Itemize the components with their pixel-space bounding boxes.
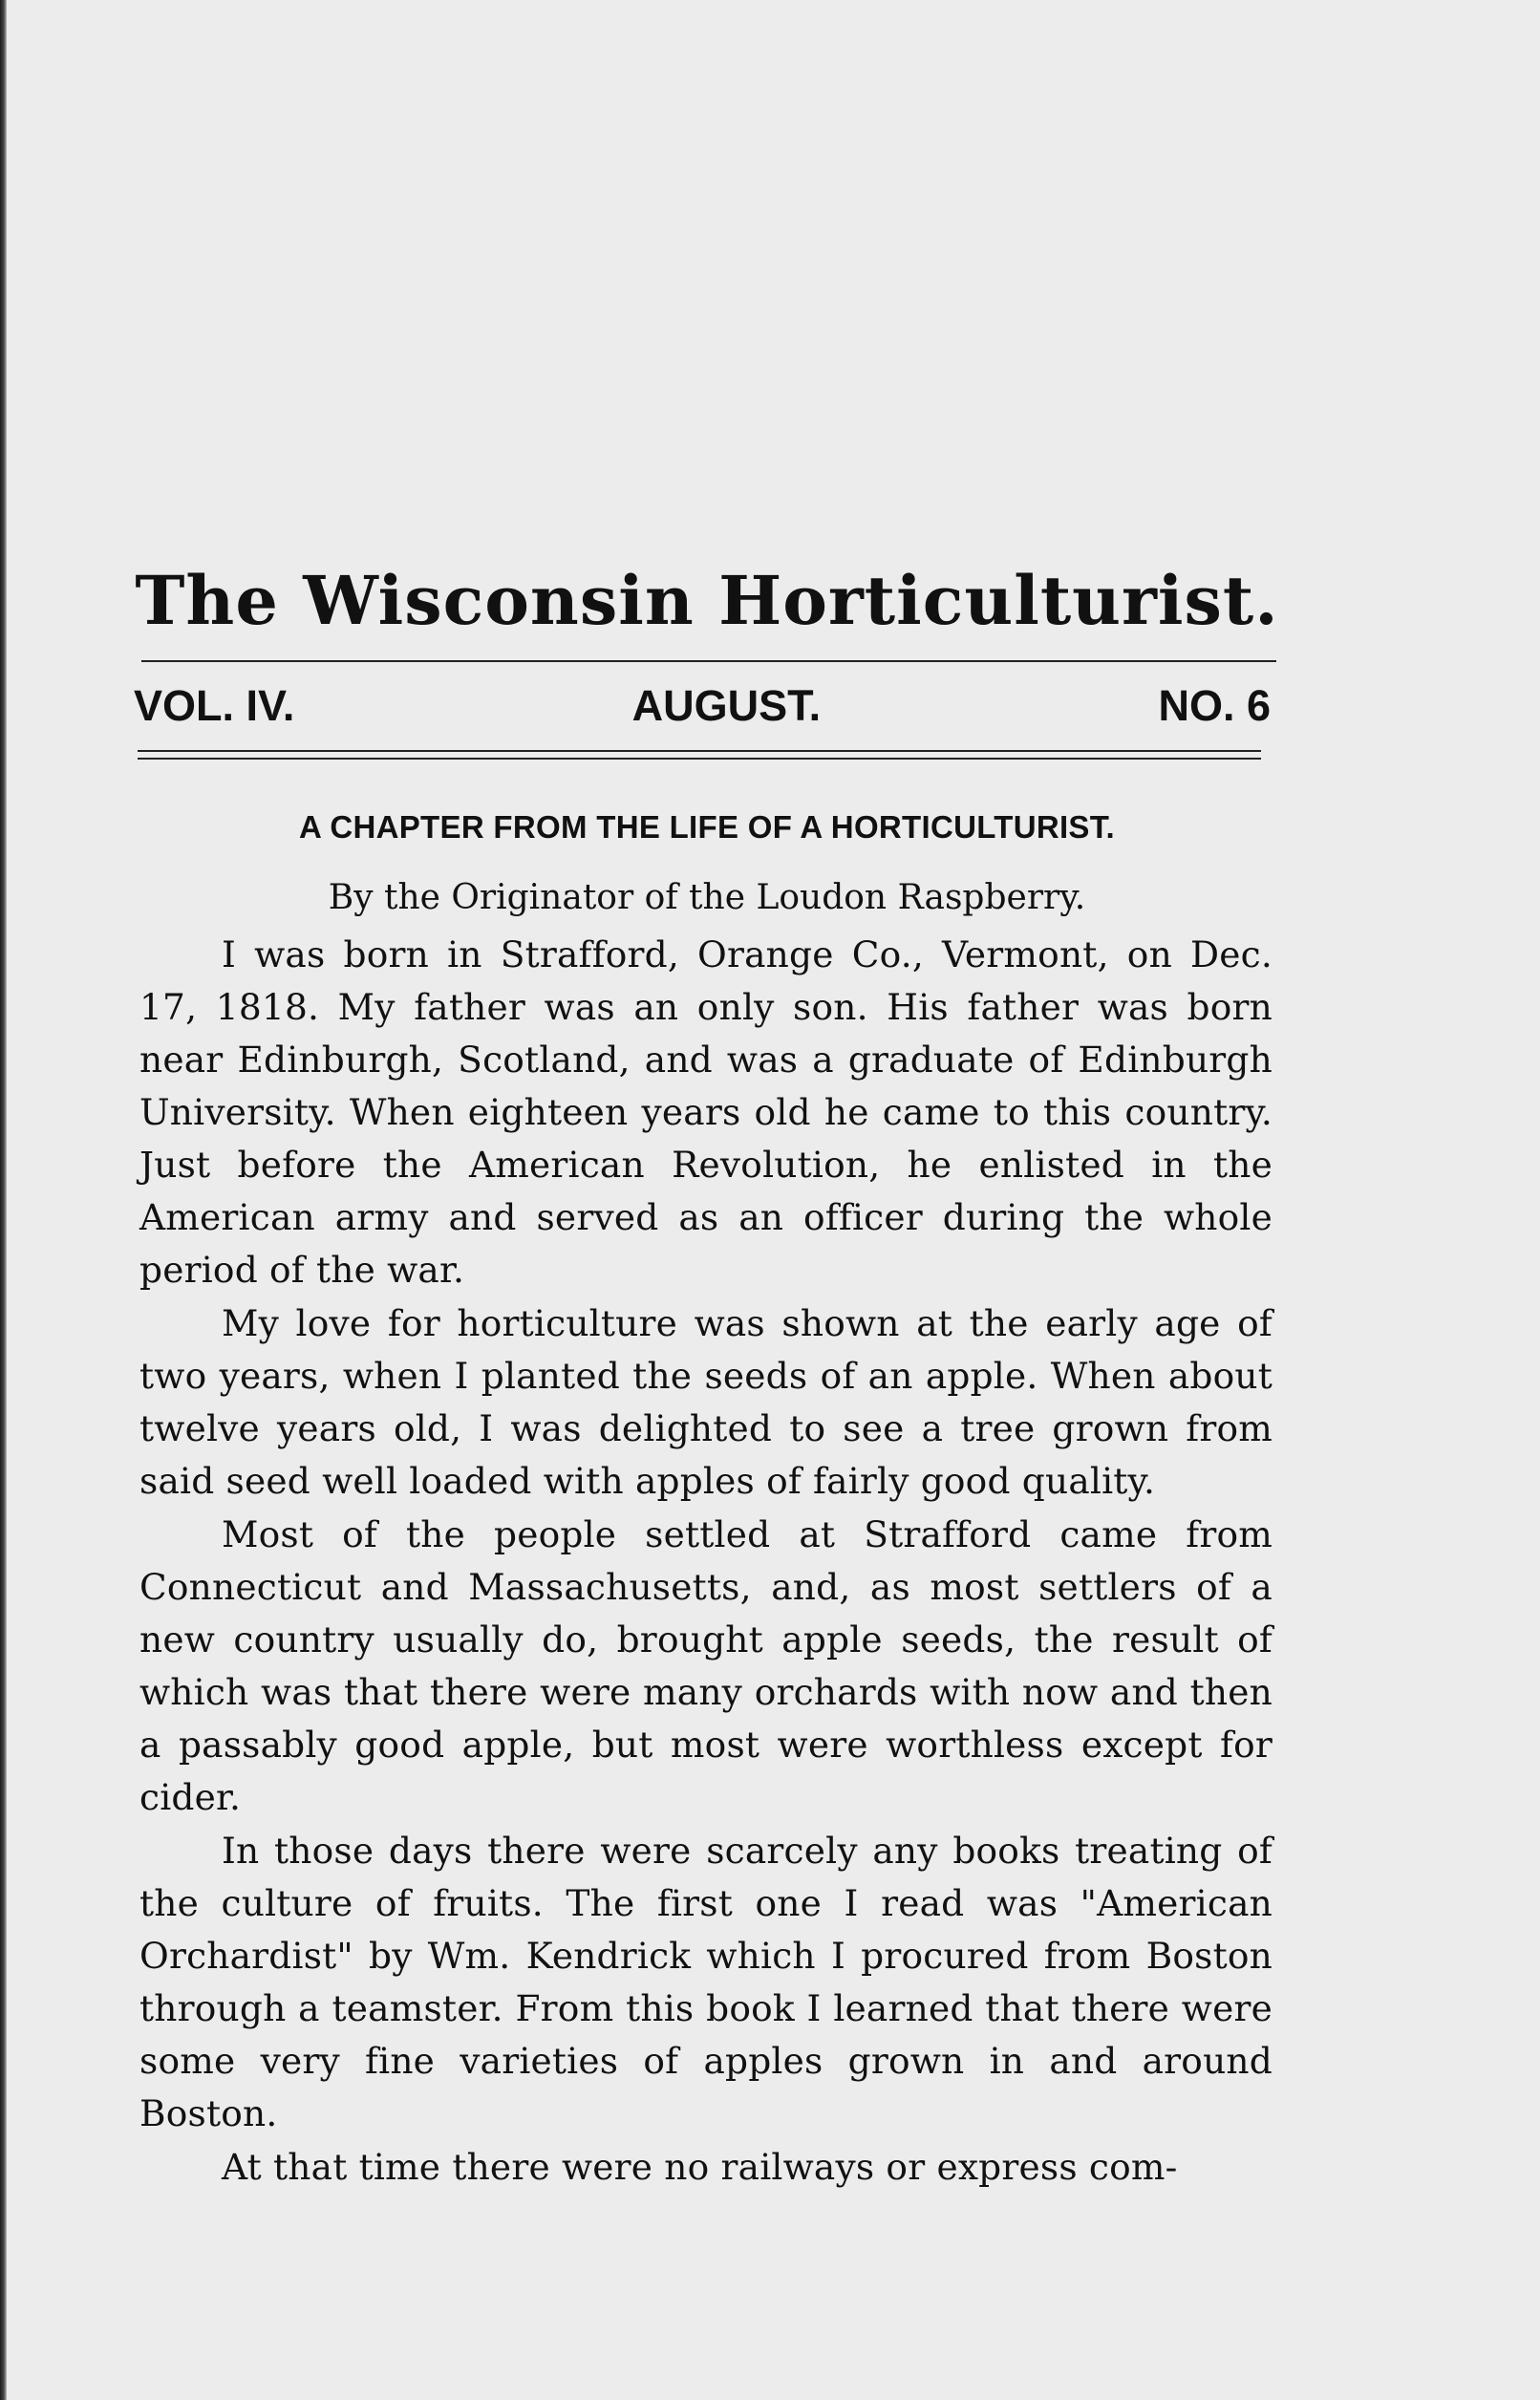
masthead-rule — [141, 660, 1276, 662]
number-label: NO. 6 — [1158, 681, 1271, 730]
paragraph: At that time there were no railways or express com- — [222, 2146, 1178, 2188]
page-binding-edge — [0, 0, 7, 2400]
issue-info — [134, 681, 1280, 731]
journal-page — [134, 561, 1280, 2195]
volume-label: VOL. IV. — [134, 681, 295, 730]
masthead-title: The Wisconsin Horticulturist. — [135, 561, 1279, 640]
paragraph: In those days there were scarcely any books treating of the culture of fruits. The first one I read was "American Orchardist" by Wm. Kendrick which I procured from Boston through a teamster. From this book I learned that there were some very fine varieties of apples grown in and around Boston. — [139, 1830, 1273, 2134]
paragraph: Most of the people settled at Strafford came from Connecticut and Massachusetts, and, as most settlers of a new country usually do, brought apple seeds, the result of which was that there were many orchards with now and then a passably good apple, but most were worthless except for cider. — [139, 1513, 1273, 1818]
issue-double-rule — [138, 750, 1261, 760]
article-title: A CHAPTER FROM THE LIFE OF A HORTICULTURIST. — [298, 809, 1116, 845]
paragraph: My love for horticulture was shown at the early age of two years, when I planted the seeds of an apple. When about twelve years old, I was delighted to see a tree grown from said seed well loaded with apples of fairly good quality. — [139, 1302, 1273, 1502]
month-label: AUGUST. — [631, 681, 822, 730]
article-byline: By the Originator of the Loudon Raspberry. — [328, 878, 1086, 917]
paragraph: I was born in Strafford, Orange Co., Vermont, on Dec. 17, 1818. My father was an only son. His father was born near Edinburgh, Scotland, and was a graduate of Edinburgh University. When eighteen years old he came to this country. Just before the American Revolution, he enlisted in the American army and served as an officer during the whole period of the war. — [139, 933, 1273, 1291]
article-body — [134, 929, 1280, 2194]
